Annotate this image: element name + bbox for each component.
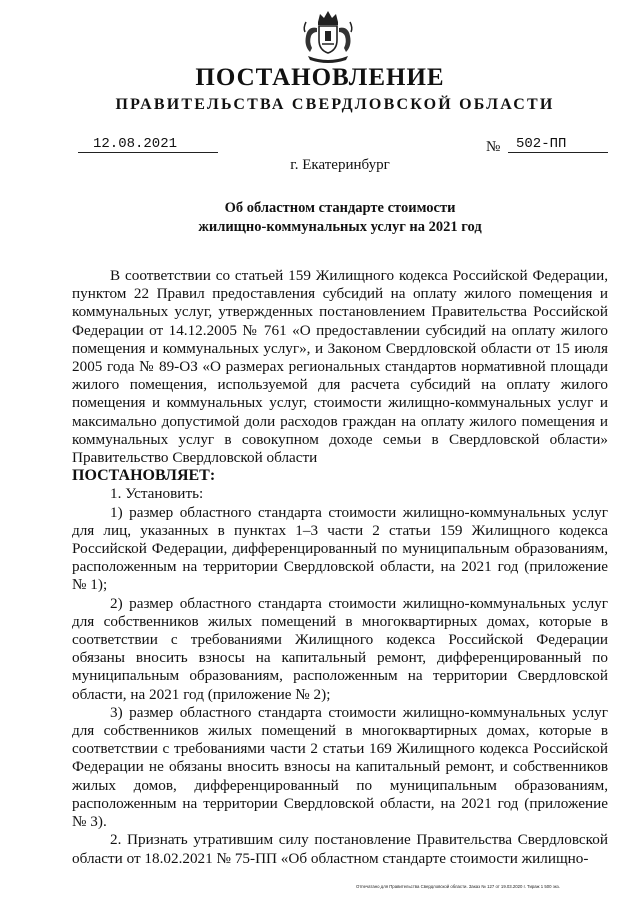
print-note: Отпечатано для Правительства Свердловской области. Заказ № 127 от 19.03.2020 г. Тираж 1 500 экз. [356,884,560,889]
number-sign: № [486,139,501,155]
item-1-3: 3) размер областного стандарта стоимости жилищно-коммунальных услуг для собственников жилых помещений в многоквартирных домах, которые в соответствии с требованиями части 2 статьи 169 Жилищного кодекса Российской Федерации не обязаны вносить взносы на капитальный ремонт, и собственников жилых домов, дифференцированный по муниципальным образованиям, расположенным на территории Свердловской области, на 2021 год (приложение № 3). [72,703,608,831]
city: г. Екатеринбург [290,157,390,173]
item-1-2: 2) размер областного стандарта стоимости жилищно-коммунальных услуг для собственников жилых помещений в многоквартирных домах, которые в соответствии с требованиями Жилищного кодекса Российской Федерации обязаны вносить взносы на капитальный ремонт, дифференцированный по муниципальным образованиям, расположенным на территории Свердловской области, на 2021 год (приложение № 2); [72,594,608,703]
document-date: 12.08.2021 [78,137,218,153]
issuing-authority: ПРАВИТЕЛЬСТВА СВЕРДЛОВСКОЙ ОБЛАСТИ [115,96,555,113]
coat-of-arms-icon [300,8,356,66]
decree-word: ПОСТАНОВЛЯЕТ: [72,467,216,485]
preamble-paragraph: В соответствии со статьей 159 Жилищного кодекса Российской Федерации, пунктом 22 Правил предоставления субсидий на оплату жилого помещения и коммунальных услуг, утвержденных постановлением Правительства Российской Федерации от 14.12.2005 № 761 «О предоставлении субсидий на оплату жилого помещения и коммунальных услуг», и Законом Свердловской области от 15 июля 2005 года № 89-ОЗ «О размерах региональных стандартов нормативной площади жилого помещения, используемой для расчета субсидий на оплату жилого помещения и коммунальных услуг, стоимости жилищно-коммунальных услуг и максимально допустимой доли расходов граждан на оплату жилого помещения и коммунальных услуг в совокупном доходе семьи в Свердловской области» Правительство Свердловской области [72,267,608,467]
item-2: 2. Признать утратившим силу постановление Правительства Свердловской области от 18.02.2021 № 75-ПП «Об областном стандарте стоимости жилищно- [72,831,608,867]
document-number: 502-ПП [508,137,608,153]
document-body [72,267,608,868]
heading-line-1: Об областном стандарте стоимости [224,200,456,216]
document-heading [70,199,610,237]
item-1: 1. Установить: [110,485,204,503]
heading-line-2: жилищно-коммунальных услуг на 2021 год [198,219,482,235]
item-1-1: 1) размер областного стандарта стоимости жилищно-коммунальных услуг для лиц, указанных в пунктах 1–3 части 2 статьи 159 Жилищного кодекса Российской Федерации, дифференцированный по муниципальным образованиям, расположенным на территории Свердловской области, на 2021 год (приложение № 1); [72,503,608,594]
document-type-title: ПОСТАНОВЛЕНИЕ [195,64,445,91]
